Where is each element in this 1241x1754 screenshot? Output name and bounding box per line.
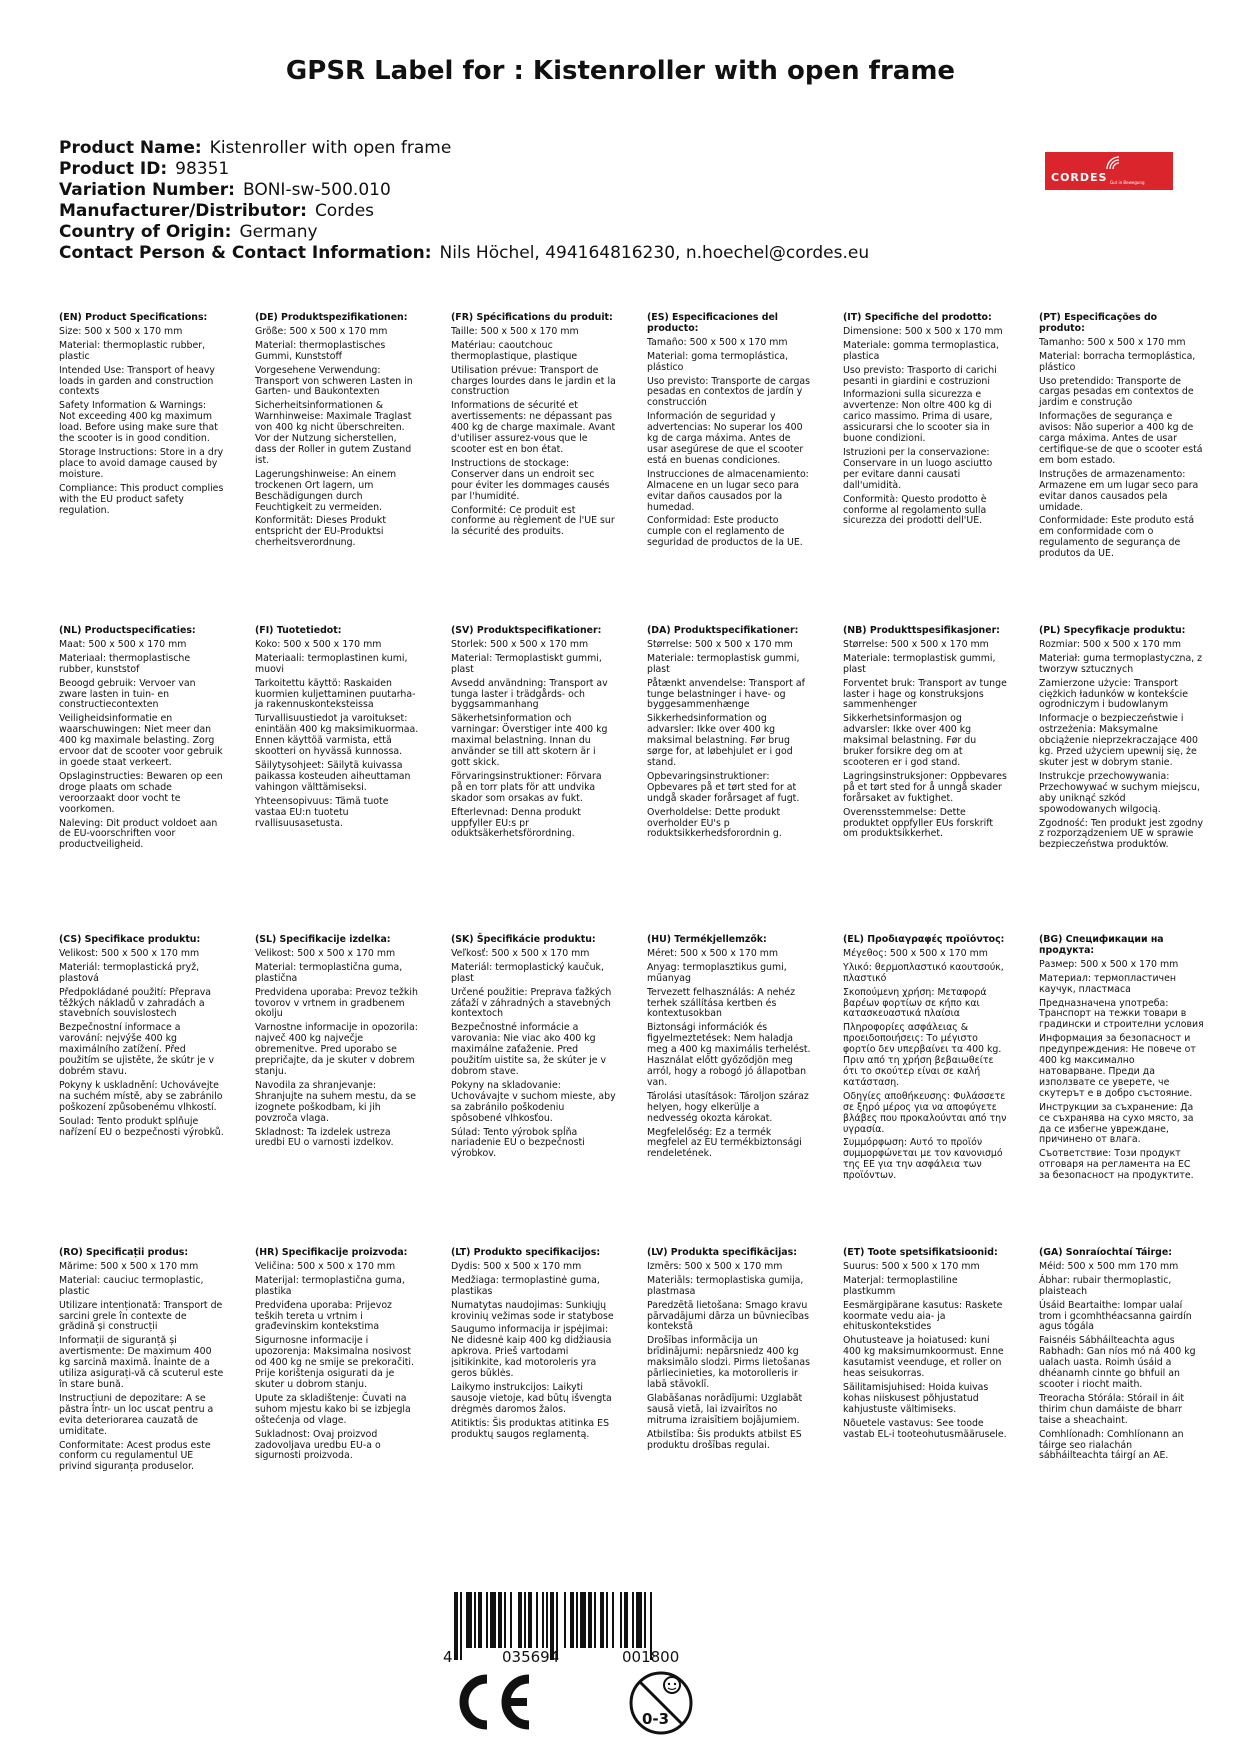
spec-line: Zamierzone użycie: Transport ciężkich ładunków w kontekście ogrodniczym i budowlanym (1039, 677, 1188, 711)
spec-line: Vorgesehene Verwendung: Transport von schweren Lasten in Garten- und Baukontexten (255, 364, 413, 398)
spec-line: Naleving: Dit product voldoet aan de EU-voorschriften voor productveiligheid. (59, 817, 218, 851)
spec-line: Velikost: 500 x 500 x 170 mm (59, 947, 200, 959)
logo-tagline: Gut in Bewegung (1110, 180, 1145, 185)
spec-line: Съответствие: Този продукт отговаря на регламента на ЕС за безопасност на продуктите. (1039, 1148, 1194, 1182)
barcode-bar (636, 1592, 642, 1648)
spec-line: Materiale: termoplastisk gummi, plast (647, 652, 800, 675)
spec-line: Saugumo informacija ir įspėjimai: Ne didesnė kaip 400 kg didžiausia apkrova. Prieš vartodami įsitikinkite, kad motoroleris yra geros būklės. (451, 1324, 612, 1380)
info-row (59, 138, 1059, 159)
spec-block-da (647, 626, 812, 843)
spec-heading: (LT) Produkto specifikacijos: (451, 1247, 601, 1258)
info-value: BONI-sw-500.010 (242, 180, 391, 200)
spec-line: Μέγεθος: 500 x 500 x 170 mm (843, 947, 988, 959)
spec-line: Súlad: Tento výrobok spĺňa nariadenie EÚ o bezpečnosti výrobkov. (451, 1126, 585, 1160)
spec-line: Materiāls: termoplastiska gumija, plastmasa (647, 1274, 804, 1297)
spec-line: Eesmärgipärane kasutus: Raskete koormate vedu aia- ja ehituskontekstides (843, 1299, 1003, 1333)
spec-line: Størrelse: 500 x 500 x 170 mm (647, 638, 793, 650)
spec-line: Yhteensopivuus: Tämä tuote vastaa EU:n tuotetu rvallisuusasetusta. (255, 795, 389, 829)
spec-line: Utilisation prévue: Transport de charges lourdes dans le jardin et la construction (451, 364, 616, 398)
spec-line: Izmērs: 500 x 500 x 170 mm (647, 1260, 783, 1272)
spec-line: Materiale: gomma termoplastica, plastica (843, 339, 1000, 362)
spec-line: Skladnost: Ta izdelek ustreza uredbi EU o varnosti izdelkov. (255, 1126, 394, 1149)
spec-block-fi (255, 626, 420, 832)
barcode-bar (564, 1592, 566, 1648)
spec-line: Größe: 500 x 500 x 170 mm (255, 325, 388, 337)
spec-line: Atitiktis: Šis produktas atitinka ES produktų saugos reglamentą. (451, 1417, 610, 1440)
spec-line: Matériau: caoutchouc thermoplastique, plastique (451, 339, 578, 362)
spec-block-sv (451, 626, 616, 843)
spec-line: Sukladnost: Ovaj proizvod zadovoljava uredbu EU-a o sigurnosti proizvoda. (255, 1428, 381, 1462)
logo-wordmark: CORDES (1051, 171, 1108, 184)
spec-line: Úsáid Beartaithe: Iompar ualaí trom i gcomhthéacsanna gairdín agus tógála (1039, 1299, 1192, 1333)
barcode-bar (528, 1592, 532, 1648)
spec-line: Material: thermoplastic rubber, plastic (59, 339, 206, 362)
spec-heading: (FR) Spécifications du produit: (451, 312, 613, 323)
label-footer-marks (0, 1590, 1241, 1750)
spec-line: Informacje o bezpieczeństwie i ostrzeżenia: Maksymalne obciążenie nieprzekraczające 400 kg. Przed użyciem upewnij się, że skuter jest w dobrym stanie. (1039, 713, 1198, 768)
spec-block-lt (451, 1248, 616, 1444)
spec-line: Οδηγίες αποθήκευσης: Φυλάσσετε σε ξηρό μέρος για να αποφύγετε βλάβες που προκαλούνται από την υγρασία. (843, 1090, 1007, 1135)
spec-line: Materiál: termoplastická pryž, plastová (59, 961, 200, 984)
spec-line: Uso pretendido: Transporte de cargas pesadas em contextos de jardim e construção (1039, 375, 1194, 409)
spec-heading: (SL) Specifikacije izdelka: (255, 934, 391, 945)
spec-line: Utilizare intenționată: Transport de sarcini grele în contexte de grădină și construcții (59, 1299, 223, 1333)
spec-block-de (255, 313, 420, 552)
spec-line: Zgodność: Ten produkt jest zgodny z rozporządzeniem UE w sprawie bezpieczeństwa produktów. (1039, 817, 1204, 851)
spec-line: Predviđena uporaba: Prijevoz teških tereta u vrtnim i građevinskim kontekstima (255, 1299, 392, 1333)
spec-line: Säilitamisjuhised: Hoida kuivas kohas niiskusest põhjustatud kahjustuste vältimiseks. (843, 1381, 989, 1415)
spec-line: Velikost: 500 x 500 x 170 mm (255, 947, 396, 959)
spec-line: Materiale: termoplastisk gummi, plast (843, 652, 996, 675)
spec-line: Lagringsinstruksjoner: Oppbevares på et tørt sted for å unngå skader forårsaket av fuktighet. (843, 770, 1007, 804)
barcode-bar (454, 1592, 458, 1660)
info-value: Cordes (314, 201, 375, 221)
spec-line: Conformitate: Acest produs este conform cu regulamentul UE privind siguranța produselor. (59, 1439, 211, 1473)
spec-block-nb (843, 626, 1008, 843)
spec-block-en (59, 313, 224, 519)
barcode-right-digits: 001800 (622, 1648, 680, 1666)
spec-line: Drošības informācija un brīdinājumi: nepārsniedz 400 kg maksimālo slodzi. Pirms lietošanas pārliecinieties, ka motorolleris ir labā stāvoklī. (647, 1335, 810, 1390)
barcode-bar (546, 1592, 548, 1648)
spec-line: Materiaal: thermoplastische rubber, kunststof (59, 652, 191, 675)
spec-line: Sigurnosne informacije i upozorenja: Maksimalna nosivost od 400 kg ne smije se prekoračiti. Prije korištenja osigurati da je skuter u dobrom stanju. (255, 1335, 415, 1390)
spec-line: Informations de sécurité et avertissements: ne dépassant pas 400 kg de charge maximale. Avant d'utiliser assurez-vous que le scooter est en bon état. (451, 400, 616, 455)
spec-line: Konformität: Dieses Produkt entspricht der EU-Produktsi cherheitsverordnung. (255, 515, 387, 549)
spec-line: Bezpečnostní informace a varování: nejvýše 400 kg maximálního zatížení. Před použitím se ujistěte, že skútr je v dobrém stavu. (59, 1022, 215, 1077)
info-label: Product Name: (59, 138, 202, 158)
spec-heading: (HR) Specifikacije proizvoda: (255, 1247, 408, 1258)
spec-line: Soulad: Tento produkt splňuje nařízení EU o bezpečnosti výrobků. (59, 1115, 224, 1138)
spec-line: Instruções de armazenamento: Armazene em um lugar seco para evitar danos causados pela umidade. (1039, 468, 1199, 513)
spec-block-lv (647, 1248, 812, 1454)
spec-line: Πληροφορίες ασφάλειας & προειδοποιήσεις: Το μέγιστο φορτίο δεν υπερβαίνει τα 400 kg. Πριν από τη χρήση βεβαιωθείτε ότι το σκούτερ είναι σε καλή κατάσταση. (843, 1022, 1002, 1088)
spec-line: Storlek: 500 x 500 x 170 mm (451, 638, 589, 650)
spec-line: Určené použitie: Preprava ťažkých záťaží v záhradných a stavebných kontextoch (451, 986, 612, 1020)
barcode-bar (588, 1592, 592, 1648)
barcode-bar (536, 1592, 538, 1648)
spec-line: Tamanho: 500 x 500 x 170 mm (1039, 336, 1186, 348)
barcode-bar (466, 1592, 472, 1648)
spec-line: Material: thermoplastisches Gummi, Kunststoff (255, 339, 386, 362)
spec-line: Sikkerhedsinformation og advarsler: Ikke over 400 kg maksimal belastning. Før brug sørge for, at løbehjulet er i god stand. (647, 713, 793, 768)
spec-line: Upute za skladištenje: Čuvati na suhom mjestu kako bi se izbjegla oštećenja od vlage. (255, 1392, 411, 1426)
spec-block-el (843, 935, 1008, 1185)
spec-line: Lagerungshinweise: An einem trockenen Ort lagern, um Beschädigungen durch Feuchtigkeit zu vermeiden. (255, 468, 397, 513)
spec-line: Säilytysohjeet: Säilytä kuivassa paikassa kosteuden aiheuttaman vahingon välttämiseksi. (255, 759, 411, 793)
barcode-bar (620, 1592, 622, 1648)
info-value: 98351 (175, 159, 230, 179)
info-label: Variation Number: (59, 180, 235, 200)
spec-heading: (LV) Produkta specifikācijas: (647, 1247, 797, 1258)
spec-line: Instrukcje przechowywania: Przechowywać w suchym miejscu, aby uniknąć szkód spowodowanych wilgocią. (1039, 770, 1200, 815)
spec-line: Säkerhetsinformation och varningar: Överstiger inte 400 kg maximal belastning. Innan du använder se till att skotern är i gott skick. (451, 713, 608, 768)
spec-line: Anyag: termoplasztikus gumi, műanyag (647, 961, 787, 984)
spec-line: Overholdelse: Dette produkt overholder EU's p roduktsikkerhedsforordnin g. (647, 806, 782, 840)
spec-block-pt (1039, 313, 1204, 563)
spec-heading: (DA) Produktspecifikationer: (647, 625, 799, 636)
spec-line: Sikkerhetsinformasjon og advarsler: Ikke over 400 kg maksimal belastning. Før du bruker forsikre deg om at scooteren er i god stand. (843, 713, 977, 768)
barcode-left-digits: 035694 (502, 1648, 560, 1666)
spec-line: Biztonsági információk és figyelmeztetések: Nem haladja meg a 400 kg maximális terhelést. Használat előtt győződjön meg arról, hogy a robogó jó állapotban van. (647, 1022, 811, 1088)
ce-mark-icon (453, 1673, 533, 1731)
spec-line: Comhlíonadh: Comhlíonann an táirge seo rialachán sábháilteachta táirgí an AE. (1039, 1428, 1184, 1462)
barcode-bar (570, 1592, 574, 1648)
spec-heading: (NL) Productspecificaties: (59, 625, 196, 636)
spec-line: Varnostne informacije in opozorila: največ 400 kg največje obremenitve. Pred uporabo se prepričajte, da je skuter v dobrem stanju. (255, 1022, 418, 1077)
spec-line: Συμμόρφωση: Αυτό το προϊόν συμμορφώνεται με τον κανονισμό της ΕΕ για την ασφάλεια των προϊόντων. (843, 1137, 1003, 1182)
ean-barcode (440, 1592, 740, 1662)
barcode-bar (606, 1592, 608, 1648)
spec-line: Atbilstība: Šis produkts atbilst ES produktu drošības regulai. (647, 1428, 802, 1451)
spec-line: Efterlevnad: Denna produkt uppfyller EU:s pr oduktsäkerhetsförordning. (451, 806, 581, 840)
spec-block-cs (59, 935, 224, 1141)
spec-line: Conformità: Questo prodotto è conforme al regolamento sulla sicurezza dei prodotti dell'UE. (843, 493, 987, 527)
spec-line: Materijal: termoplastična guma, plastika (255, 1274, 405, 1297)
spec-line: Size: 500 x 500 x 170 mm (59, 325, 183, 337)
spec-line: Maat: 500 x 500 x 170 mm (59, 638, 187, 650)
spec-line: Materiał: guma termoplastyczna, z tworzyw sztucznych (1039, 652, 1203, 675)
spec-line: Overensstemmelse: Dette produktet oppfyller EUs forskrift om produktsikkerhet. (843, 806, 994, 840)
cordes-logo (1045, 152, 1173, 190)
spec-line: Veľkosť: 500 x 500 x 170 mm (451, 947, 590, 959)
spec-heading: (IT) Specifiche del prodotto: (843, 312, 992, 323)
spec-heading: (ET) Toote spetsifikatsioonid: (843, 1247, 998, 1258)
barcode-bar (632, 1592, 634, 1648)
barcode-bar (580, 1592, 586, 1648)
spec-block-et (843, 1248, 1008, 1444)
spec-block-hr (255, 1248, 420, 1465)
spec-line: Bezpečnostné informácie a varovania: Nie viac ako 400 kg maximálne zaťaženie. Pred použitím uistite sa, že skúter je v dobrom stave. (451, 1022, 607, 1077)
barcode-bar (594, 1592, 596, 1648)
info-label: Country of Origin: (59, 222, 232, 242)
spec-heading: (FI) Tuotetiedot: (255, 625, 342, 636)
spec-line: Material: termoplastična guma, plastična (255, 961, 403, 984)
spec-line: Beoogd gebruik: Vervoer van zware lasten in tuin- en constructiecontexten (59, 677, 196, 711)
spec-line: Instrucciones de almacenamiento: Almacene en un lugar seco para evitar daños causados por la humedad. (647, 468, 809, 513)
spec-line: Intended Use: Transport of heavy loads in garden and construction contexts (59, 364, 215, 398)
spec-heading: (GA) Sonraíochtaí Táirge: (1039, 1247, 1172, 1258)
spec-line: Material: Termoplastiskt gummi, plast (451, 652, 602, 675)
spec-line: Compliance: This product complies with the EU product safety regulation. (59, 482, 224, 516)
spec-line: Informações de segurança e avisos: Não superior a 400 kg de carga máxima. Antes de usar certifique-se de que o scooter está em bom estado. (1039, 411, 1203, 466)
spec-heading: (EN) Product Specifications: (59, 312, 208, 323)
spec-heading: (EL) Προδιαγραφές προϊόντος: (843, 934, 1005, 945)
spec-line: Avsedd användning: Transport av tunga laster i trädgårds- och byggsammanhang (451, 677, 608, 711)
spec-line: Material: borracha termoplástica, plástico (1039, 350, 1196, 373)
info-row (59, 201, 1059, 222)
spec-line: Méret: 500 x 500 x 170 mm (647, 947, 779, 959)
spec-line: Mărime: 500 x 500 x 170 mm (59, 1260, 199, 1272)
spec-line: Påtænkt anvendelse: Transport af tunge belastninger i have- og byggesammenhænge (647, 677, 805, 711)
info-label: Product ID: (59, 159, 168, 179)
info-row (59, 222, 1059, 243)
spec-line: Uso previsto: Transporte de cargas pesadas en contextos de jardín y construcción (647, 375, 811, 409)
spec-block-nl (59, 626, 224, 854)
spec-line: Storage Instructions: Store in a dry place to avoid damage caused by moisture. (59, 446, 224, 480)
spec-line: Rozmiar: 500 x 500 x 170 mm (1039, 638, 1182, 650)
spec-line: Instrucțiuni de depozitare: A se păstra într- un loc uscat pentru a evita deteriorarea cauzată de umiditate. (59, 1392, 214, 1437)
spec-heading: (PT) Especificações do produto: (1039, 312, 1158, 334)
barcode-bar (624, 1592, 628, 1648)
spec-heading: (NB) Produkttspesifikasjoner: (843, 625, 1000, 636)
spec-line: Opbevaringsinstruktioner: Opbevares på et tørt sted for at undgå skader forårsaget af fugt. (647, 770, 800, 804)
barcode-bar (576, 1592, 578, 1648)
spec-line: Navodila za shranjevanje: Shranjujte na suhem mestu, da se izognete poškodbam, ki jih povzroča vlaga. (255, 1079, 417, 1124)
barcode-bar (490, 1592, 496, 1648)
age-0-3-warning-icon (628, 1662, 694, 1744)
spec-line: Tarkoitettu käyttö: Raskaiden kuormien kuljettaminen puutarha- ja rakennuskonteksteissa (255, 677, 416, 711)
spec-line: Material: goma termoplástica, plástico (647, 350, 789, 373)
spec-line: Turvallisuustiedot ja varoitukset: enintään 400 kg maksimikuormaa. Ennen käyttöä varmista, että skootteri on hyvässä kunnossa. (255, 713, 419, 758)
barcode-bar (600, 1592, 604, 1648)
barcode-bar (518, 1592, 522, 1648)
barcode-bar (524, 1592, 526, 1648)
spec-line: Méid: 500 x 500 mm 170 mm (1039, 1260, 1179, 1272)
spec-line: Dydis: 500 x 500 x 170 mm (451, 1260, 582, 1272)
spec-block-sk (451, 935, 616, 1163)
spec-heading: (SK) Špecifikácie produktu: (451, 934, 596, 945)
spec-block-ga (1039, 1248, 1204, 1465)
info-value: Germany (239, 222, 318, 242)
spec-line: Pokyny na skladovanie: Uchovávajte v suchom mieste, aby sa zabránilo poškodeniu spôsobené vlhkosťou. (451, 1079, 616, 1124)
barcode-bar (478, 1592, 482, 1648)
spec-heading: (BG) Спецификации на продукта: (1039, 934, 1164, 956)
spec-line: Veiligheidsinformatie en waarschuwingen: Niet meer dan 400 kg maximale belasting. Zorg ervoor dat de scooter voor gebruik in goede staat verkeert. (59, 713, 223, 768)
spec-line: Megfelelőség: Ez a termék megfelel az EU termékbiztonsági rendeletének. (647, 1126, 802, 1160)
spec-line: Suurus: 500 x 500 x 170 mm (843, 1260, 980, 1272)
spec-line: Uso previsto: Trasporto di carichi pesanti in giardini e costruzioni (843, 364, 997, 387)
logo-arc-icon (1106, 156, 1120, 170)
spec-line: Материал: термопластичен каучук, пластмаса (1039, 972, 1176, 995)
info-label: Manufacturer/Distributor: (59, 201, 307, 221)
spec-block-hu (647, 935, 812, 1163)
spec-line: Paredzētā lietošana: Smago kravu pārvadājumi dārza un būvniecības kontekstā (647, 1299, 809, 1333)
spec-line: Информация за безопасност и предупреждения: Не повече от 400 kg максимално натоварване. Преди да използвате се уверете, че скутерът е в добро състояние. (1039, 1033, 1196, 1099)
spec-line: Tervezett felhasználás: A nehéz terhek szállítása kertben és kontextusokban (647, 986, 796, 1020)
spec-line: Инструкции за съхранение: Да се съхранява на сухо място, за да се избегне увреждане, причинено от влага. (1039, 1101, 1194, 1146)
spec-line: Размер: 500 x 500 x 170 mm (1039, 958, 1179, 970)
spec-line: Glabāšanas norādījumi: Uzglabāt sausā vietā, lai izvairītos no mitruma izraisītiem bojājumiem. (647, 1392, 803, 1426)
label-title: GPSR Label for : Kistenroller with open frame (285, 56, 956, 86)
spec-line: Σκοπούμενη χρήση: Μεταφορά βαρέων φορτίων σε κήπο και κατασκευαστικά πλαίσια (843, 986, 987, 1020)
spec-block-es (647, 313, 812, 552)
spec-line: Tamaño: 500 x 500 x 170 mm (647, 336, 788, 348)
spec-line: Ábhar: rubair thermoplastic, plaisteach (1039, 1274, 1172, 1297)
spec-line: Opslaginstructies: Bewaren op een droge plaats om schade veroorzaakt door vocht te voorkomen. (59, 770, 223, 815)
spec-line: Förvaringsinstruktioner: Förvara på en torr plats för att undvika skador som orsakas av fukt. (451, 770, 602, 804)
barcode-bar (612, 1592, 614, 1648)
product-info (59, 138, 1059, 264)
spec-line: Предназначена употреба: Транспорт на тежки товари в градински и строителни условия (1039, 997, 1204, 1031)
spec-line: Conformidade: Este produto está em conformidade com o regulamento de segurança de produtos da UE. (1039, 515, 1195, 560)
spec-line: Treoracha Stórála: Stórail in áit thirim chun damáiste de bharr taise a sheachaint. (1039, 1392, 1185, 1426)
barcode-lead-digit: 4 (443, 1648, 453, 1666)
spec-block-fr (451, 313, 616, 541)
spec-line: Material: cauciuc termoplastic, plastic (59, 1274, 204, 1297)
info-row (59, 243, 1059, 264)
spec-line: Faisnéis Sábháilteachta agus Rabhadh: Gan níos mó ná 400 kg ualach uasta. Roimh úsáid a dhéanamh cinnte go bhfuil an scooter i riocht maith. (1039, 1335, 1196, 1390)
spec-line: Pokyny k uskladnění: Uchovávejte na suchém místě, aby se zabránilo poškození způsobenému vlhkostí. (59, 1079, 223, 1113)
barcode-bar (474, 1592, 476, 1648)
barcode-bar (510, 1592, 512, 1648)
spec-heading: (RO) Specificații produs: (59, 1247, 189, 1258)
spec-line: Información de seguridad y advertencias: No superar los 400 kg de carga máxima. Antes de usar asegúrese de que el scooter está en buenas condiciones. (647, 411, 804, 466)
spec-line: Conformité: Ce produit est conforme au règlement de l'UE sur la sécurité des produits. (451, 504, 615, 538)
spec-line: Veličina: 500 x 500 x 170 mm (255, 1260, 396, 1272)
barcode-bar (542, 1592, 544, 1648)
info-value: Kistenroller with open frame (209, 138, 452, 158)
spec-heading: (SV) Produktspecifikationer: (451, 625, 602, 636)
spec-line: Conformidad: Este producto cumple con el reglamento de seguridad de productos de la UE. (647, 515, 803, 549)
info-row (59, 159, 1059, 180)
info-row (59, 180, 1059, 201)
spec-heading: (DE) Produktspezifikationen: (255, 312, 408, 323)
spec-heading: (ES) Especificaciones del producto: (647, 312, 779, 334)
barcode-bar (504, 1592, 506, 1648)
spec-line: Størrelse: 500 x 500 x 170 mm (843, 638, 989, 650)
spec-line: Instructions de stockage: Conserver dans un endroit sec pour éviter les dommages causés par l'humidité. (451, 457, 610, 502)
spec-heading: (PL) Specyfikacje produktu: (1039, 625, 1186, 636)
spec-line: Předpokládané použití: Přeprava těžkých nákladů v zahradách a stavebních souvislostech (59, 986, 212, 1020)
spec-line: Materiál: termoplastický kaučuk, plast (451, 961, 604, 984)
spec-line: Informazioni sulla sicurezza e avvertenze: Non oltre 400 kg di carico massimo. Prima di usare, assicurarsi che lo scooter sia in buone condizioni. (843, 389, 993, 445)
spec-line: Materiaali: termoplastinen kumi, muovi (255, 652, 408, 675)
barcode-bar (498, 1592, 502, 1648)
spec-block-bg (1039, 935, 1204, 1185)
barcode-bar (644, 1592, 646, 1648)
spec-line: Tárolási utasítások: Tároljon száraz helyen, hogy elkerülje a nedvesség okozta károkat. (647, 1090, 809, 1124)
spec-line: Sicherheitsinformationen & Warnhinweise: Maximale Traglast von 400 kg nicht überschreiten. Vor der Nutzung sicherstellen, dass der Roller in gutem Zustand ist. (255, 400, 412, 466)
spec-block-ro (59, 1248, 224, 1476)
spec-line: Medžiaga: termoplastinė guma, plastikas (451, 1274, 600, 1297)
spec-line: Nõuetele vastavus: See toode vastab EL-i tooteohutusmäärusele. (843, 1417, 1007, 1440)
spec-line: Koko: 500 x 500 x 170 mm (255, 638, 382, 650)
info-value: Nils Höchel, 494164816230, n.hoechel@cordes.eu (439, 243, 870, 263)
spec-line: Istruzioni per la conservazione: Conservare in un luogo asciutto per evitare danni causati dall'umidità. (843, 446, 993, 491)
spec-block-sl (255, 935, 420, 1152)
spec-line: Taille: 500 x 500 x 170 mm (451, 325, 579, 337)
age-warning-text: 0-3 (642, 1710, 670, 1728)
spec-line: Ohutusteave ja hoiatused: kuni 400 kg maksimumkoormust. Enne kasutamist veenduge, et roller on heas seisukorras. (843, 1335, 1004, 1380)
spec-line: Forventet bruk: Transport av tunge laster i hage og konstruksjons sammenhenger (843, 677, 1007, 711)
spec-heading: (HU) Termékjellemzők: (647, 934, 767, 945)
spec-line: Υλικό: θερμοπλαστικό καουτσούκ, πλαστικό (843, 961, 1004, 984)
spec-line: Laikymo instrukcijos: Laikyti sausoje vietoje, kad būtų išvengta drėgmės daromos žalos. (451, 1381, 612, 1415)
info-label: Contact Person & Contact Information: (59, 243, 432, 263)
spec-line: Materjal: termoplastiline plastkumm (843, 1274, 958, 1297)
spec-block-pl (1039, 626, 1204, 854)
barcode-bar (486, 1592, 488, 1648)
spec-block-it (843, 313, 1008, 530)
spec-line: Numatytas naudojimas: Sunkiųjų krovinių vežimas sode ir statybose (451, 1299, 614, 1322)
spec-line: Predvidena uporaba: Prevoz težkih tovorov v vrtnem in gradbenem okolju (255, 986, 418, 1020)
barcode-bar (460, 1592, 462, 1660)
spec-line: Informații de siguranță și avertismente: De maximum 400 kg sarcină maximă. Înainte de a utiliza asigurați-vă că scuterul este în stare bună. (59, 1335, 224, 1390)
spec-heading: (CS) Specifikace produktu: (59, 934, 201, 945)
spec-line: Dimensione: 500 x 500 x 170 mm (843, 325, 1003, 337)
spec-line: Safety Information & Warnings: Not exceeding 400 kg maximum load. Before using make sure that the scooter is in good condition. (59, 400, 218, 445)
